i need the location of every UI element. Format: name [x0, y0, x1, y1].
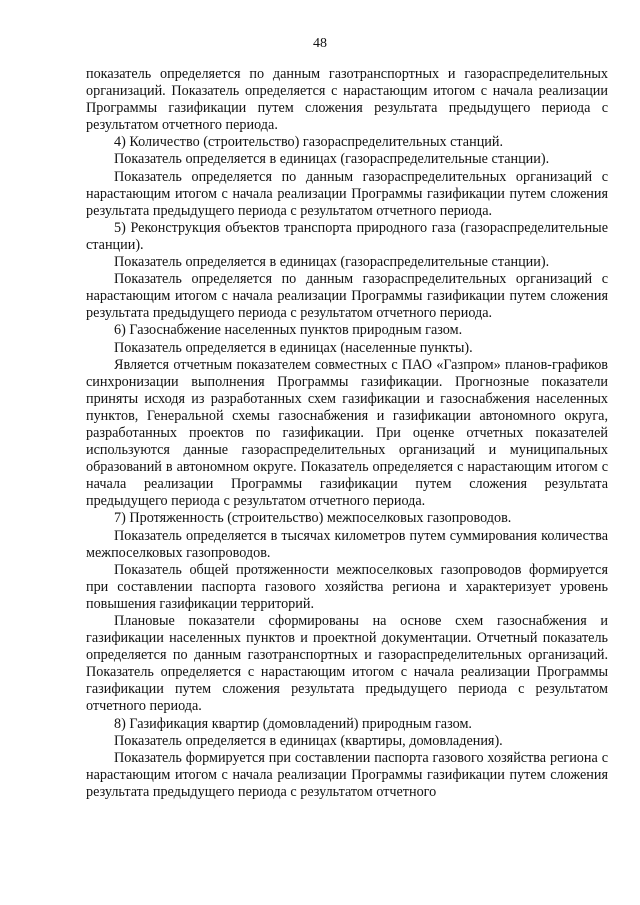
list-item-heading: 7) Протяженность (строительство) межпоселковых газопроводов.	[114, 510, 512, 527]
paragraph: Показатель общей протяженности межпоселковых газопроводов формируется при составлении паспорта газового хозяйства региона и характеризует уровень повышения газификации территорий.	[86, 561, 608, 612]
paragraph: Показатель определяется в тысячах километров путем суммирования количества межпоселковых газопроводов.	[86, 527, 608, 561]
list-item-heading: 6) Газоснабжение населенных пунктов природным газом.	[114, 322, 463, 339]
paragraph: Является отчетным показателем совместных с ПАО «Газпром» планов-графиков синхронизации выполнения Программы газификации. Прогнозные показатели приняты исходя из разработанных схем газификации и газоснабжения населенных пунктов, Генеральной схемы газоснабжения и газификации автономного округа, разработанных проектов по газификации. При оценке отчетных показателей используются данные газораспределительных организаций и муниципальных образований в автономном округе. Показатель определяется с нарастающим итогом с начала реализации Программы газификации путем сложения результата предыдущего периода с результатом отчетного периода.	[86, 356, 608, 510]
paragraph: Показатель определяется в единицах (газораспределительные станции).	[114, 254, 550, 271]
paragraph: Показатель определяется в единицах (газораспределительные станции).	[114, 151, 550, 168]
paragraph: Плановые показатели сформированы на основе схем газоснабжения и газификации населенных пунктов и проектной документации. Отчетный показатель определяется по данным газотранспортных и газораспределительных организаций. Показатель определяется с нарастающим итогом с начала реализации Программы газификации путем сложения результата предыдущего периода с результатом отчетного периода.	[86, 613, 608, 715]
paragraph: Показатель формируется при составлении паспорта газового хозяйства региона с нарастающим итогом с начала реализации Программы газификации путем сложения результата предыдущего периода с результатом отчетного	[86, 749, 608, 800]
list-item-heading: 4) Количество (строительство) газораспределительных станций.	[114, 134, 504, 151]
paragraph: Показатель определяется в единицах (населенные пункты).	[114, 339, 473, 356]
list-item-heading: 5) Реконструкция объектов транспорта природного газа (газораспределительные станции).	[86, 219, 608, 253]
page-body	[86, 66, 608, 801]
paragraph: Показатель определяется по данным газораспределительных организаций с нарастающим итогом с начала реализации Программы газификации путем сложения результата предыдущего периода с результатом отчетного периода.	[86, 271, 608, 322]
page-number: 48	[313, 36, 327, 51]
paragraph: Показатель определяется по данным газораспределительных организаций с нарастающим итогом с начала реализации Программы газификации путем сложения результата предыдущего периода с результатом отчетного периода.	[86, 168, 608, 219]
list-item-heading: 8) Газификация квартир (домовладений) природным газом.	[114, 715, 472, 732]
paragraph: показатель определяется по данным газотранспортных и газораспределительных организаций. Показатель определяется с нарастающим итогом с начала реализации Программы газификации путем сложения результата предыдущего периода с результатом отчетного периода.	[86, 66, 608, 134]
paragraph: Показатель определяется в единицах (квартиры, домовладения).	[114, 732, 503, 749]
